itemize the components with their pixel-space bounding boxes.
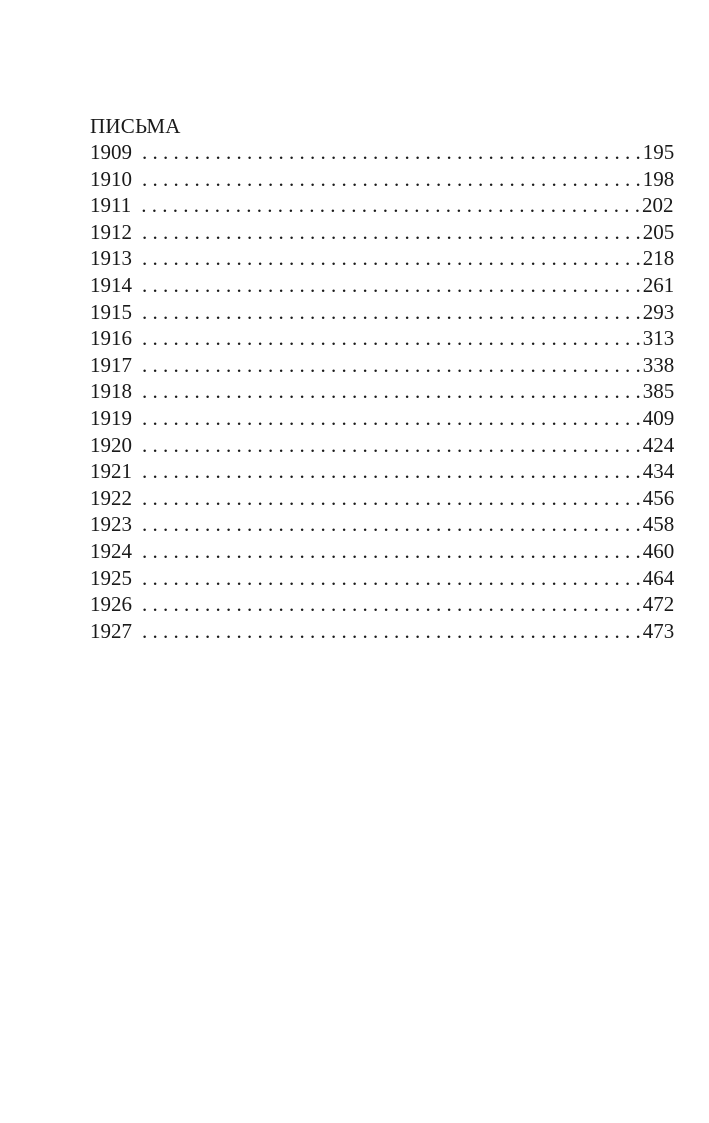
section-title: ПИСЬМА [90,114,181,138]
toc-entry[interactable] [90,565,675,592]
dot-leader: . . . . . . . . . . . . . . . . . . . . . . . . . . . . . . . . . . . . . . . . . . . . . . . . [142,538,641,563]
toc-year: 1926 [90,592,132,617]
dot-leader: . . . . . . . . . . . . . . . . . . . . . . . . . . . . . . . . . . . . . . . . . . . . . . . . [142,565,641,590]
dot-leader: . . . . . . . . . . . . . . . . . . . . . . . . . . . . . . . . . . . . . . . . . . . . . . . . [142,140,641,164]
toc-list [90,139,675,644]
toc-year: 1916 [90,326,132,351]
toc-entry[interactable] [90,405,675,432]
toc-page-number: 434 [642,459,675,484]
toc-page-number: 464 [642,565,675,590]
toc-page-number: 460 [642,538,675,563]
dot-leader: . . . . . . . . . . . . . . . . . . . . . . . . . . . . . . . . . . . . . . . . . . . . . . . . [142,592,641,617]
toc-entry[interactable] [90,432,675,459]
toc-year: 1924 [90,538,132,563]
toc-entry[interactable] [90,352,675,379]
toc-page-number: 261 [642,272,675,297]
dot-leader: . . . . . . . . . . . . . . . . . . . . . . . . . . . . . . . . . . . . . . . . . . . . . . . . [142,219,641,244]
toc-entry[interactable] [90,485,675,512]
toc-year: 1914 [90,272,132,297]
toc-page-number: 424 [642,432,675,457]
toc-page-number: 385 [642,379,675,404]
toc-year: 1921 [90,459,132,484]
toc-entry[interactable] [90,458,675,485]
toc-year: 1925 [90,565,132,590]
toc-entry[interactable] [90,166,675,193]
toc-year: 1918 [90,379,132,404]
toc-entry[interactable] [90,272,675,299]
toc-page-number: 472 [642,592,675,617]
toc-page-number: 195 [642,140,675,164]
toc-entry[interactable] [90,618,675,645]
toc-page-number: 202 [641,193,674,218]
dot-leader: . . . . . . . . . . . . . . . . . . . . . . . . . . . . . . . . . . . . . . . . . . . . . . . . [142,352,641,377]
dot-leader: . . . . . . . . . . . . . . . . . . . . . . . . . . . . . . . . . . . . . . . . . . . . . . . . [142,512,641,537]
toc-year: 1922 [90,485,132,510]
toc-entry[interactable] [90,299,675,326]
toc-page [90,113,675,644]
toc-entry[interactable] [90,538,675,565]
dot-leader: . . . . . . . . . . . . . . . . . . . . . . . . . . . . . . . . . . . . . . . . . . . . . . . . [141,193,640,218]
toc-year: 1917 [90,352,132,377]
toc-entry[interactable] [90,219,675,246]
dot-leader: . . . . . . . . . . . . . . . . . . . . . . . . . . . . . . . . . . . . . . . . . . . . . . . . [142,246,641,271]
toc-year: 1919 [90,405,132,430]
toc-year: 1911 [90,193,132,218]
toc-page-number: 338 [642,352,675,377]
toc-entry[interactable] [90,591,675,618]
toc-page-number: 456 [642,485,675,510]
toc-entry[interactable] [90,245,675,272]
dot-leader: . . . . . . . . . . . . . . . . . . . . . . . . . . . . . . . . . . . . . . . . . . . . . . . . [142,166,641,191]
toc-page-number: 458 [642,512,675,537]
dot-leader: . . . . . . . . . . . . . . . . . . . . . . . . . . . . . . . . . . . . . . . . . . . . . . . . [142,379,641,404]
toc-page-number: 293 [642,299,675,324]
toc-entry[interactable] [90,192,674,219]
toc-page-number: 473 [642,618,675,643]
dot-leader: . . . . . . . . . . . . . . . . . . . . . . . . . . . . . . . . . . . . . . . . . . . . . . . . [142,459,641,484]
toc-year: 1915 [90,299,132,324]
dot-leader: . . . . . . . . . . . . . . . . . . . . . . . . . . . . . . . . . . . . . . . . . . . . . . . . [142,326,641,351]
toc-entry[interactable] [90,511,675,538]
toc-year: 1913 [90,246,132,271]
toc-year: 1923 [90,512,132,537]
toc-entry[interactable] [90,139,675,166]
toc-page-number: 205 [642,219,675,244]
dot-leader: . . . . . . . . . . . . . . . . . . . . . . . . . . . . . . . . . . . . . . . . . . . . . . . . [142,299,641,324]
toc-year: 1912 [90,219,132,244]
toc-year: 1910 [90,166,132,191]
dot-leader: . . . . . . . . . . . . . . . . . . . . . . . . . . . . . . . . . . . . . . . . . . . . . . . . [142,485,641,510]
dot-leader: . . . . . . . . . . . . . . . . . . . . . . . . . . . . . . . . . . . . . . . . . . . . . . . . [142,432,641,457]
toc-page-number: 218 [642,246,675,271]
toc-entry[interactable] [90,378,675,405]
toc-year: 1909 [90,140,132,164]
dot-leader: . . . . . . . . . . . . . . . . . . . . . . . . . . . . . . . . . . . . . . . . . . . . . . . . [142,618,641,643]
toc-year: 1920 [90,432,132,457]
toc-year: 1927 [90,618,132,643]
dot-leader: . . . . . . . . . . . . . . . . . . . . . . . . . . . . . . . . . . . . . . . . . . . . . . . . [142,405,641,430]
toc-entry[interactable] [90,325,675,352]
toc-page-number: 409 [642,405,675,430]
toc-page-number: 313 [642,326,675,351]
toc-page-number: 198 [642,166,675,191]
dot-leader: . . . . . . . . . . . . . . . . . . . . . . . . . . . . . . . . . . . . . . . . . . . . . . . . [142,272,641,297]
